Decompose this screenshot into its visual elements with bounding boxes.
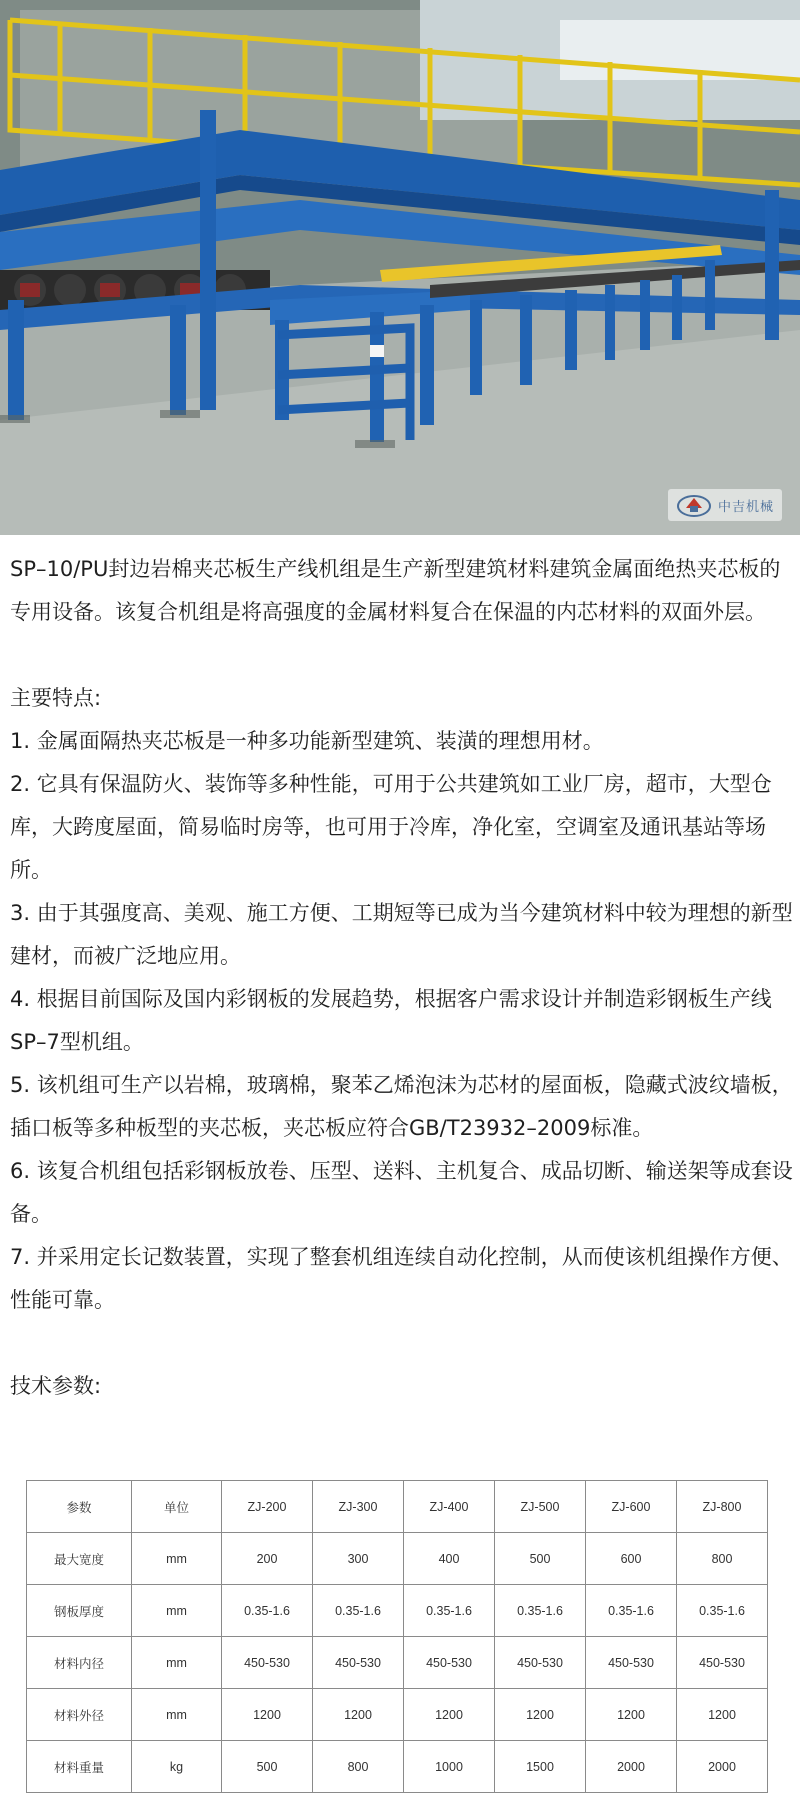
table-cell: 材料外径 bbox=[27, 1689, 132, 1741]
brand-logo-icon bbox=[676, 492, 712, 518]
table-cell: 最大宽度 bbox=[27, 1533, 132, 1585]
table-cell: 材料内径 bbox=[27, 1637, 132, 1689]
header-cell: 参数 bbox=[27, 1481, 132, 1533]
header-cell: ZJ-300 bbox=[313, 1481, 404, 1533]
feature-item-5: 5. 该机组可生产以岩棉，玻璃棉，聚苯乙烯泡沫为芯材的屋面板，隐藏式波纹墙板，插口板等多种板型的夹芯板，夹芯板应符合GB/T23932–2009标准。 bbox=[10, 1073, 793, 1140]
table-cell: mm bbox=[132, 1637, 222, 1689]
table-row bbox=[27, 1637, 768, 1689]
table-cell: 200 bbox=[222, 1533, 313, 1585]
table-cell: 0.35-1.6 bbox=[495, 1585, 586, 1637]
table-cell: 1200 bbox=[313, 1689, 404, 1741]
table-cell: 1200 bbox=[222, 1689, 313, 1741]
brand-watermark-text: 中吉机械 bbox=[717, 499, 774, 515]
table-cell: 材料重量 bbox=[27, 1741, 132, 1793]
table-cell: 450-530 bbox=[586, 1637, 677, 1689]
table-cell: 1200 bbox=[586, 1689, 677, 1741]
table-cell: 2000 bbox=[677, 1741, 768, 1793]
feature-item-3: 3. 由于其强度高、美观、施工方便、工期短等已成为当今建筑材料中较为理想的新型建材，而被广泛地应用。 bbox=[10, 901, 793, 968]
features-heading: 主要特点: bbox=[10, 686, 102, 710]
table-cell: 0.35-1.6 bbox=[404, 1585, 495, 1637]
table-cell: 450-530 bbox=[222, 1637, 313, 1689]
intro-paragraph: SP–10/PU封边岩棉夹芯板生产线机组是生产新型建筑材料建筑金属面绝热夹芯板的专用设备。该复合机组是将高强度的金属材料复合在保温的内芯材料的双面外层。 bbox=[10, 557, 781, 624]
feature-item-1: 1. 金属面隔热夹芯板是一种多功能新型建筑、装潢的理想用材。 bbox=[10, 729, 604, 753]
table-cell: 800 bbox=[313, 1741, 404, 1793]
table-cell: 1500 bbox=[495, 1741, 586, 1793]
feature-item-6: 6. 该复合机组包括彩钢板放卷、压型、送料、主机复合、成品切断、输送架等成套设备。 bbox=[10, 1159, 793, 1226]
table-cell: 300 bbox=[313, 1533, 404, 1585]
spec-table-container bbox=[26, 1480, 768, 1793]
feature-item-2: 2. 它具有保温防火、装饰等多种性能，可用于公共建筑如工业厂房，超市，大型仓库，大跨度屋面，简易临时房等，也可用于冷库，净化室，空调室及通讯基站等场所。 bbox=[10, 772, 772, 882]
table-cell: 钢板厚度 bbox=[27, 1585, 132, 1637]
table-cell: 500 bbox=[222, 1741, 313, 1793]
table-cell: 1200 bbox=[404, 1689, 495, 1741]
table-row bbox=[27, 1689, 768, 1741]
production-line-illustration bbox=[0, 0, 800, 535]
table-cell: 400 bbox=[404, 1533, 495, 1585]
table-cell: 600 bbox=[586, 1533, 677, 1585]
header-cell: ZJ-800 bbox=[677, 1481, 768, 1533]
table-cell: 0.35-1.6 bbox=[677, 1585, 768, 1637]
header-cell: ZJ-600 bbox=[586, 1481, 677, 1533]
spec-table bbox=[26, 1480, 768, 1793]
table-cell: 0.35-1.6 bbox=[222, 1585, 313, 1637]
table-cell: 450-530 bbox=[677, 1637, 768, 1689]
table-cell: 1200 bbox=[495, 1689, 586, 1741]
description-section bbox=[10, 548, 796, 1408]
table-cell: kg bbox=[132, 1741, 222, 1793]
table-row bbox=[27, 1533, 768, 1585]
table-cell: 450-530 bbox=[495, 1637, 586, 1689]
table-cell: mm bbox=[132, 1585, 222, 1637]
table-cell: 2000 bbox=[586, 1741, 677, 1793]
header-cell: ZJ-200 bbox=[222, 1481, 313, 1533]
table-cell: 500 bbox=[495, 1533, 586, 1585]
table-cell: mm bbox=[132, 1689, 222, 1741]
table-cell: 450-530 bbox=[404, 1637, 495, 1689]
table-row bbox=[27, 1585, 768, 1637]
table-row bbox=[27, 1741, 768, 1793]
table-cell: 1200 bbox=[677, 1689, 768, 1741]
feature-item-7: 7. 并采用定长记数装置，实现了整套机组连续自动化控制，从而使该机组操作方便、性能可靠。 bbox=[10, 1245, 793, 1312]
spec-header-row bbox=[27, 1481, 768, 1533]
table-cell: 450-530 bbox=[313, 1637, 404, 1689]
table-cell: 800 bbox=[677, 1533, 768, 1585]
table-cell: mm bbox=[132, 1533, 222, 1585]
table-cell: 0.35-1.6 bbox=[313, 1585, 404, 1637]
table-cell: 0.35-1.6 bbox=[586, 1585, 677, 1637]
header-cell: 单位 bbox=[132, 1481, 222, 1533]
specs-heading: 技术参数: bbox=[10, 1374, 102, 1398]
brand-watermark bbox=[668, 489, 782, 521]
table-cell: 1000 bbox=[404, 1741, 495, 1793]
header-cell: ZJ-500 bbox=[495, 1481, 586, 1533]
header-cell: ZJ-400 bbox=[404, 1481, 495, 1533]
feature-item-4: 4. 根据目前国际及国内彩钢板的发展趋势，根据客户需求设计并制造彩钢板生产线SP–7型机组。 bbox=[10, 987, 772, 1054]
product-photo bbox=[0, 0, 800, 535]
